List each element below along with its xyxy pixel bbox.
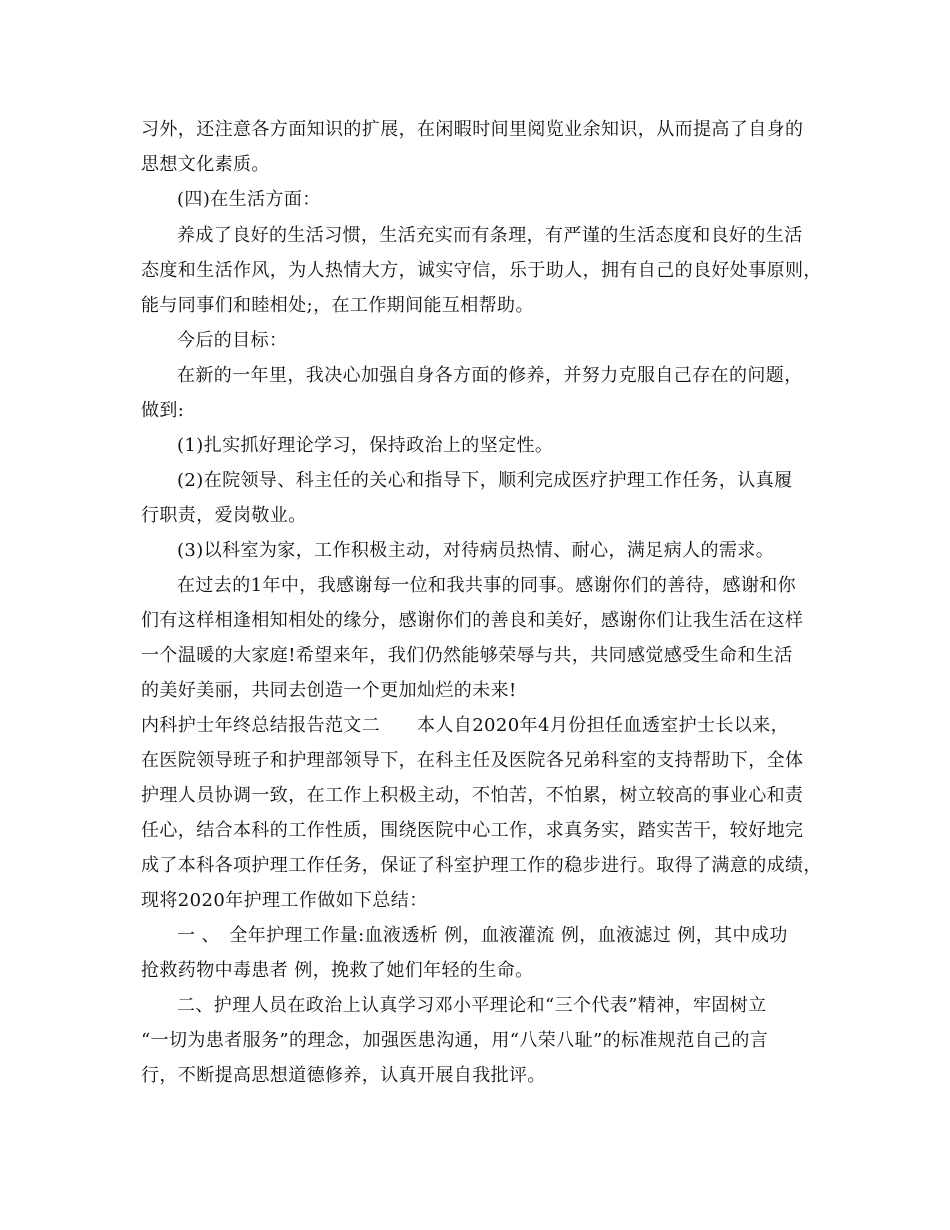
list-item: 一 、 全年护理工作量:血液透析 例，血液灌流 例，血液滤过 例，其中成功: [177, 925, 788, 946]
text-line: 态度和生活作风，为人热情大方，诚实守信，乐于助人，拥有自己的良好处事原则，: [141, 260, 822, 281]
text-line: 能与同事们和睦相处;，在工作期间能互相帮助。: [141, 295, 534, 316]
list-item: 二、护理人员在政治上认真学习邓小平理论和“三个代表”精神，牢固树立: [177, 995, 767, 1016]
article-heading-line: 内科护士年终总结报告范文二 本人自2020年4月份担任血透室护士长以来，: [141, 715, 790, 736]
text-line: 一个温暖的大家庭!希望来年，我们仍然能够荣辱与共，共同感觉感受生命和生活: [141, 645, 793, 666]
text-line: 们有这样相逢相知相处的缘分，感谢你们的善良和美好，感谢你们让我生活在这样: [141, 610, 804, 631]
text-line: 在医院领导班子和护理部领导下，在科主任及医院各兄弟科室的支持帮助下，全体: [141, 750, 804, 771]
text-line: 成了本科各项护理工作任务，保证了科室护理工作的稳步进行。取得了满意的成绩，: [141, 855, 822, 876]
text-line: 任心，结合本科的工作性质，围绕医院中心工作，求真务实，踏实苦干，较好地完: [141, 820, 804, 841]
text-line: 行职责，爱岗敬业。: [141, 505, 307, 526]
text-line: 抢救药物中毒患者 例，挽救了她们年轻的生命。: [141, 960, 534, 981]
text-line: 的美好美丽，共同去创造一个更加灿烂的未来!: [141, 680, 517, 701]
section-heading: (四)在生活方面：: [177, 189, 321, 210]
text-line: 在新的一年里，我决心加强自身各方面的修养，并努力克服自己存在的问题，: [177, 365, 803, 386]
text-line: 护理人员协调一致，在工作上积极主动，不怕苦，不怕累，树立较高的事业心和责: [141, 785, 804, 806]
text-line: 习外，还注意各方面知识的扩展，在闲暇时间里阅览业余知识，从而提高了自身的: [141, 119, 804, 140]
list-item: (3)以科室为家，工作积极主动，对待病员热情、耐心，满足病人的需求。: [177, 540, 775, 561]
text-line: 养成了良好的生活习惯，生活充实而有条理，有严谨的生活态度和良好的生活: [177, 225, 803, 246]
text-line: 行，不断提高思想道德修养，认真开展自我批评。: [141, 1065, 546, 1086]
text-line: 在过去的1年中，我感谢每一位和我共事的同事。感谢你们的善待，感谢和你: [177, 575, 797, 596]
text-line: 做到:: [141, 400, 185, 421]
text-line: 思想文化素质。: [141, 154, 270, 175]
section-heading: 今后的目标：: [177, 330, 288, 351]
list-item: (2)在院领导、科主任的关心和指导下，顺利完成医疗护理工作任务，认真履: [177, 470, 793, 491]
list-item: (1)扎实抓好理论学习，保持政治上的坚定性。: [177, 435, 554, 456]
text-line: 现将2020年护理工作做如下总结：: [141, 890, 428, 911]
text-line: “一切为患者服务”的理念，加强医患沟通，用“八荣八耻”的标准规范自己的言: [141, 1030, 769, 1051]
